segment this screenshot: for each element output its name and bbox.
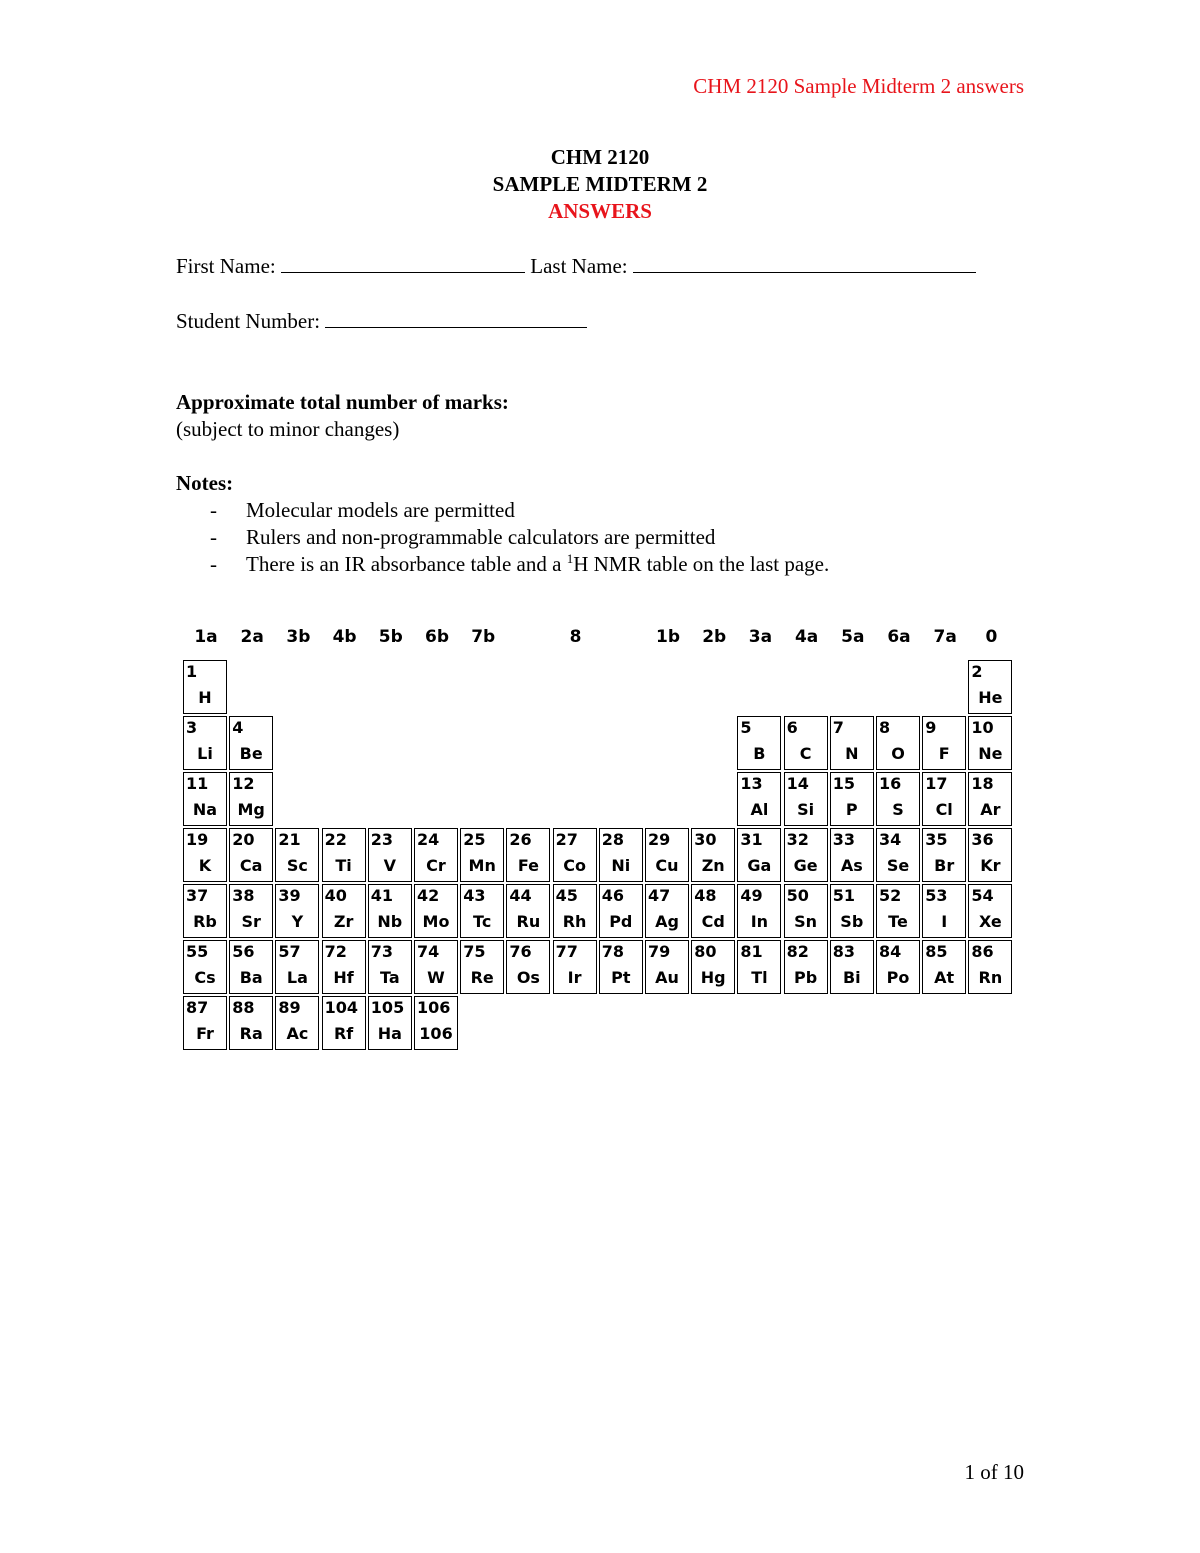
atomic-number: 10	[971, 718, 994, 737]
element-symbol: Y	[291, 912, 304, 931]
atomic-number: 49	[740, 886, 763, 905]
atomic-number: 79	[648, 942, 671, 961]
element-cell	[460, 940, 504, 994]
atomic-number: 76	[509, 942, 532, 961]
atomic-number: 40	[324, 886, 347, 905]
page-number: 1 of 10	[964, 1460, 1024, 1484]
first-name-label: First Name:	[176, 254, 276, 278]
element-symbol: Fr	[196, 1024, 214, 1043]
atomic-number: 32	[786, 830, 809, 849]
group-label: 3b	[286, 627, 311, 647]
atomic-number: 16	[879, 774, 902, 793]
element-symbol: In	[750, 912, 769, 931]
element-symbol: Ga	[747, 856, 772, 875]
element-symbol: H	[198, 688, 212, 707]
element-symbol: Cu	[655, 856, 679, 875]
group-label: 6a	[887, 627, 911, 647]
atomic-number: 12	[232, 774, 255, 793]
atomic-number: 23	[370, 830, 394, 849]
atomic-number: 77	[555, 942, 578, 961]
element-symbol: Sb	[840, 912, 864, 931]
element-cell	[275, 940, 319, 994]
element-symbol: Rf	[333, 1024, 354, 1043]
group-label: 1b	[656, 627, 680, 647]
group-label: 4b	[332, 627, 357, 647]
atomic-number: 7	[832, 718, 844, 737]
atomic-number: 39	[278, 886, 301, 905]
element-cell	[229, 884, 273, 938]
note-dash: -	[210, 498, 217, 522]
atomic-number: 13	[740, 774, 763, 793]
element-cell	[737, 716, 781, 770]
student-number-row	[176, 308, 587, 334]
element-cell	[414, 996, 458, 1050]
atomic-number: 35	[925, 830, 948, 849]
element-symbol: Br	[934, 856, 955, 875]
element-cell	[922, 940, 966, 994]
element-symbol: Cd	[701, 912, 725, 931]
element-cell	[322, 940, 366, 994]
element-symbol: Zn	[701, 856, 725, 875]
atomic-number: 104	[324, 998, 358, 1017]
atomic-number: 22	[324, 830, 347, 849]
atomic-number: 9	[925, 718, 937, 737]
element-symbol: P	[845, 800, 858, 819]
element-symbol: Tc	[473, 912, 492, 931]
element-symbol: 106	[419, 1024, 453, 1043]
atomic-number: 4	[232, 718, 244, 737]
element-cell	[599, 940, 643, 994]
element-cell	[830, 884, 874, 938]
element-symbol: Rb	[193, 912, 217, 931]
element-cell	[922, 772, 966, 826]
element-cell	[275, 996, 319, 1050]
atomic-number: 21	[278, 830, 301, 849]
element-cell	[229, 772, 273, 826]
element-symbol: O	[891, 744, 905, 763]
element-cell	[229, 716, 273, 770]
element-cell	[183, 884, 227, 938]
student-number-label: Student Number:	[176, 309, 321, 333]
atomic-number: 11	[186, 774, 209, 793]
group-label: 7b	[471, 627, 496, 647]
atomic-number: 15	[832, 774, 856, 793]
atomic-number: 51	[832, 886, 856, 905]
group-label: 4a	[794, 627, 819, 647]
atomic-number: 38	[232, 886, 255, 905]
element-cell	[922, 884, 966, 938]
atomic-number: 57	[278, 942, 301, 961]
exam-title: SAMPLE MIDTERM 2	[492, 172, 708, 196]
element-cell	[830, 828, 874, 882]
element-cell	[737, 828, 781, 882]
element-symbol: W	[427, 968, 445, 987]
atomic-number: 81	[740, 942, 763, 961]
element-symbol: Ar	[980, 800, 1001, 819]
element-symbol: At	[934, 968, 955, 987]
element-cell	[506, 884, 550, 938]
element-symbol: Ha	[377, 1024, 402, 1043]
group-label: 5b	[378, 627, 403, 647]
element-symbol: Sc	[286, 856, 308, 875]
group-label: 3a	[748, 627, 773, 647]
element-cell	[968, 940, 1012, 994]
element-cell	[275, 884, 319, 938]
note-text: Molecular models are permitted	[246, 498, 515, 522]
element-symbol: Sr	[241, 912, 261, 931]
element-cell	[968, 884, 1012, 938]
atomic-number: 30	[694, 830, 717, 849]
atomic-number: 106	[417, 998, 451, 1017]
element-symbol: Cs	[194, 968, 216, 987]
element-cell	[876, 940, 920, 994]
atomic-number: 24	[417, 830, 440, 849]
group-label: 6b	[425, 627, 449, 647]
element-cell	[553, 828, 597, 882]
element-cell	[414, 828, 458, 882]
atomic-number: 45	[555, 886, 578, 905]
atomic-number: 89	[278, 998, 301, 1017]
element-cell	[922, 828, 966, 882]
element-symbol: As	[840, 856, 863, 875]
element-cell	[183, 772, 227, 826]
element-symbol: Ir	[567, 968, 582, 987]
element-symbol: B	[753, 744, 766, 763]
element-symbol: Te	[888, 912, 908, 931]
first-name-blank	[281, 253, 525, 273]
element-symbol: Be	[239, 744, 263, 763]
atomic-number: 1	[186, 662, 198, 681]
atomic-number: 56	[232, 942, 255, 961]
atomic-number: 85	[925, 942, 948, 961]
element-symbol: Co	[563, 856, 586, 875]
element-symbol: Ni	[611, 856, 631, 875]
element-symbol: C	[799, 744, 812, 763]
element-cell	[414, 940, 458, 994]
element-cell	[368, 940, 412, 994]
group-label: 2b	[702, 627, 727, 647]
name-fields-row	[176, 253, 976, 279]
element-cell	[784, 828, 828, 882]
element-cell	[414, 884, 458, 938]
atomic-number: 31	[740, 830, 763, 849]
element-symbol: F	[938, 744, 950, 763]
element-symbol: Nb	[377, 912, 403, 931]
element-cell	[876, 884, 920, 938]
element-symbol: Cr	[426, 856, 446, 875]
element-cell	[737, 884, 781, 938]
element-symbol: Tl	[751, 968, 768, 987]
element-cell	[922, 716, 966, 770]
atomic-number: 19	[186, 830, 209, 849]
atomic-number: 36	[971, 830, 994, 849]
marks-heading: Approximate total number of marks:	[176, 390, 509, 414]
element-symbol: Sn	[794, 912, 818, 931]
element-cell	[876, 716, 920, 770]
atomic-number: 48	[694, 886, 717, 905]
atomic-number: 78	[601, 942, 625, 961]
atomic-number: 47	[648, 886, 671, 905]
atomic-number: 6	[786, 718, 798, 737]
element-cell	[460, 828, 504, 882]
last-name-label: Last Name:	[530, 254, 628, 278]
atomic-number: 3	[186, 718, 198, 737]
element-cell	[691, 884, 735, 938]
element-symbol: Ge	[793, 856, 818, 875]
element-cell	[460, 884, 504, 938]
atomic-number: 8	[879, 718, 891, 737]
element-cell	[737, 772, 781, 826]
notes-heading: Notes:	[176, 471, 234, 495]
element-symbol: Ba	[239, 968, 263, 987]
atomic-number: 75	[463, 942, 486, 961]
group-label: 7a	[933, 627, 957, 647]
element-symbol: Fe	[517, 856, 539, 875]
element-cell	[183, 940, 227, 994]
element-symbol: N	[845, 744, 859, 763]
element-cell	[968, 772, 1012, 826]
element-symbol: Ru	[516, 912, 541, 931]
atomic-number: 72	[324, 942, 347, 961]
element-symbol: I	[941, 912, 948, 931]
element-cell	[275, 828, 319, 882]
element-symbol: V	[383, 856, 396, 875]
note-item	[176, 524, 829, 551]
element-cell	[229, 828, 273, 882]
atomic-number: 37	[186, 886, 209, 905]
atomic-number: 44	[509, 886, 532, 905]
element-cell	[968, 716, 1012, 770]
group-label: 2a	[240, 627, 264, 647]
note-dash: -	[210, 552, 217, 576]
atomic-number: 52	[879, 886, 902, 905]
atomic-number: 14	[786, 774, 809, 793]
element-symbol: He	[978, 688, 1003, 707]
atomic-number: 17	[925, 774, 948, 793]
element-cell	[506, 828, 550, 882]
element-cell	[784, 772, 828, 826]
element-symbol: Os	[516, 968, 540, 987]
atomic-number: 20	[232, 830, 255, 849]
note-item	[176, 551, 829, 578]
element-cell	[784, 884, 828, 938]
atomic-number: 73	[370, 942, 394, 961]
element-symbol: Ne	[978, 744, 1003, 763]
element-cell	[368, 884, 412, 938]
marks-note: (subject to minor changes)	[176, 417, 400, 441]
element-symbol: Na	[192, 800, 218, 819]
group-label: 5a	[841, 627, 865, 647]
element-cell	[830, 716, 874, 770]
atomic-number: 86	[971, 942, 994, 961]
element-symbol: Ti	[335, 856, 352, 875]
element-cell	[599, 884, 643, 938]
element-cell	[784, 716, 828, 770]
element-cell	[691, 940, 735, 994]
atomic-number: 26	[509, 830, 532, 849]
atomic-number: 46	[601, 886, 625, 905]
atomic-number: 83	[832, 942, 856, 961]
element-symbol: Hg	[700, 968, 726, 987]
element-symbol: Kr	[980, 856, 1001, 875]
atomic-number: 5	[740, 718, 752, 737]
element-cell	[876, 828, 920, 882]
element-symbol: Si	[797, 800, 815, 819]
element-symbol: Ta	[379, 968, 400, 987]
element-cell	[968, 660, 1012, 714]
superscript-one: 1	[566, 551, 574, 566]
element-cell	[229, 940, 273, 994]
atomic-number: 82	[786, 942, 809, 961]
atomic-number: 2	[971, 662, 983, 681]
element-symbol: S	[892, 800, 904, 819]
note-text: There is an IR absorbance table and a	[246, 552, 567, 576]
atomic-number: 87	[186, 998, 209, 1017]
note-item	[176, 497, 829, 524]
element-symbol: Po	[886, 968, 910, 987]
element-cell	[183, 660, 227, 714]
element-cell	[553, 884, 597, 938]
atomic-number: 50	[786, 886, 809, 905]
element-cell	[784, 940, 828, 994]
element-symbol: Mo	[422, 912, 450, 931]
element-cell	[183, 828, 227, 882]
element-symbol: Zr	[333, 912, 354, 931]
element-cell	[183, 996, 227, 1050]
element-symbol: Se	[886, 856, 910, 875]
element-symbol: Pt	[611, 968, 631, 987]
element-symbol: Cl	[935, 800, 953, 819]
element-cell	[229, 996, 273, 1050]
atomic-number: 41	[370, 886, 394, 905]
periodic-table	[183, 622, 1017, 1054]
element-symbol: Ag	[655, 912, 679, 931]
student-number-blank	[325, 308, 587, 328]
note-text: H NMR table on the last page.	[573, 552, 830, 576]
element-cell	[553, 940, 597, 994]
element-symbol: Pb	[794, 968, 818, 987]
atomic-number: 27	[555, 830, 578, 849]
element-symbol: Ra	[239, 1024, 263, 1043]
atomic-number: 105	[370, 998, 405, 1017]
element-cell	[368, 996, 412, 1050]
element-cell	[183, 716, 227, 770]
element-symbol: La	[286, 968, 308, 987]
element-cell	[599, 828, 643, 882]
atomic-number: 34	[879, 830, 902, 849]
element-cell	[830, 940, 874, 994]
note-text: Rulers and non-programmable calculators are permitted	[246, 525, 716, 549]
atomic-number: 25	[463, 830, 486, 849]
title-block	[0, 144, 1200, 225]
element-cell	[876, 772, 920, 826]
last-name-blank	[633, 253, 976, 273]
element-symbol: Mg	[237, 800, 265, 819]
atomic-number: 84	[879, 942, 902, 961]
element-cell	[645, 940, 689, 994]
atomic-number: 54	[971, 886, 994, 905]
element-symbol: Xe	[979, 912, 1002, 931]
element-cell	[737, 940, 781, 994]
element-symbol: Rh	[562, 912, 587, 931]
element-symbol: Li	[197, 744, 213, 763]
note-dash: -	[210, 525, 217, 549]
atomic-number: 28	[601, 830, 625, 849]
atomic-number: 55	[186, 942, 209, 961]
group-label: 0	[985, 627, 998, 647]
atomic-number: 33	[832, 830, 856, 849]
atomic-number: 88	[232, 998, 255, 1017]
atomic-number: 18	[971, 774, 994, 793]
notes-section	[176, 470, 829, 578]
group-label: 8	[569, 627, 582, 647]
element-symbol: Bi	[842, 968, 861, 987]
atomic-number: 43	[463, 886, 486, 905]
atomic-number: 80	[694, 942, 717, 961]
element-cell	[830, 772, 874, 826]
element-symbol: Mn	[468, 856, 496, 875]
element-symbol: Re	[470, 968, 494, 987]
element-cell	[645, 828, 689, 882]
answers-title: ANSWERS	[548, 199, 652, 223]
element-cell	[368, 828, 412, 882]
element-symbol: Hf	[333, 968, 354, 987]
marks-section	[176, 389, 509, 443]
notes-list	[176, 497, 829, 578]
element-symbol: Ac	[286, 1024, 309, 1043]
element-cell	[691, 828, 735, 882]
element-symbol: Al	[750, 800, 769, 819]
element-cell	[506, 940, 550, 994]
element-cell	[322, 828, 366, 882]
group-label: 1a	[194, 627, 218, 647]
element-cell	[322, 996, 366, 1050]
element-symbol: Pd	[609, 912, 633, 931]
element-symbol: Rn	[978, 968, 1003, 987]
element-symbol: K	[198, 856, 212, 875]
atomic-number: 74	[417, 942, 440, 961]
running-header: CHM 2120 Sample Midterm 2 answers	[693, 74, 1024, 98]
atomic-number: 53	[925, 886, 948, 905]
course-title: CHM 2120	[550, 145, 650, 169]
element-cell	[645, 884, 689, 938]
element-symbol: Ca	[239, 856, 263, 875]
atomic-number: 29	[648, 830, 671, 849]
atomic-number: 42	[417, 886, 440, 905]
element-symbol: Au	[655, 968, 679, 987]
element-cell	[968, 828, 1012, 882]
element-cell	[322, 884, 366, 938]
